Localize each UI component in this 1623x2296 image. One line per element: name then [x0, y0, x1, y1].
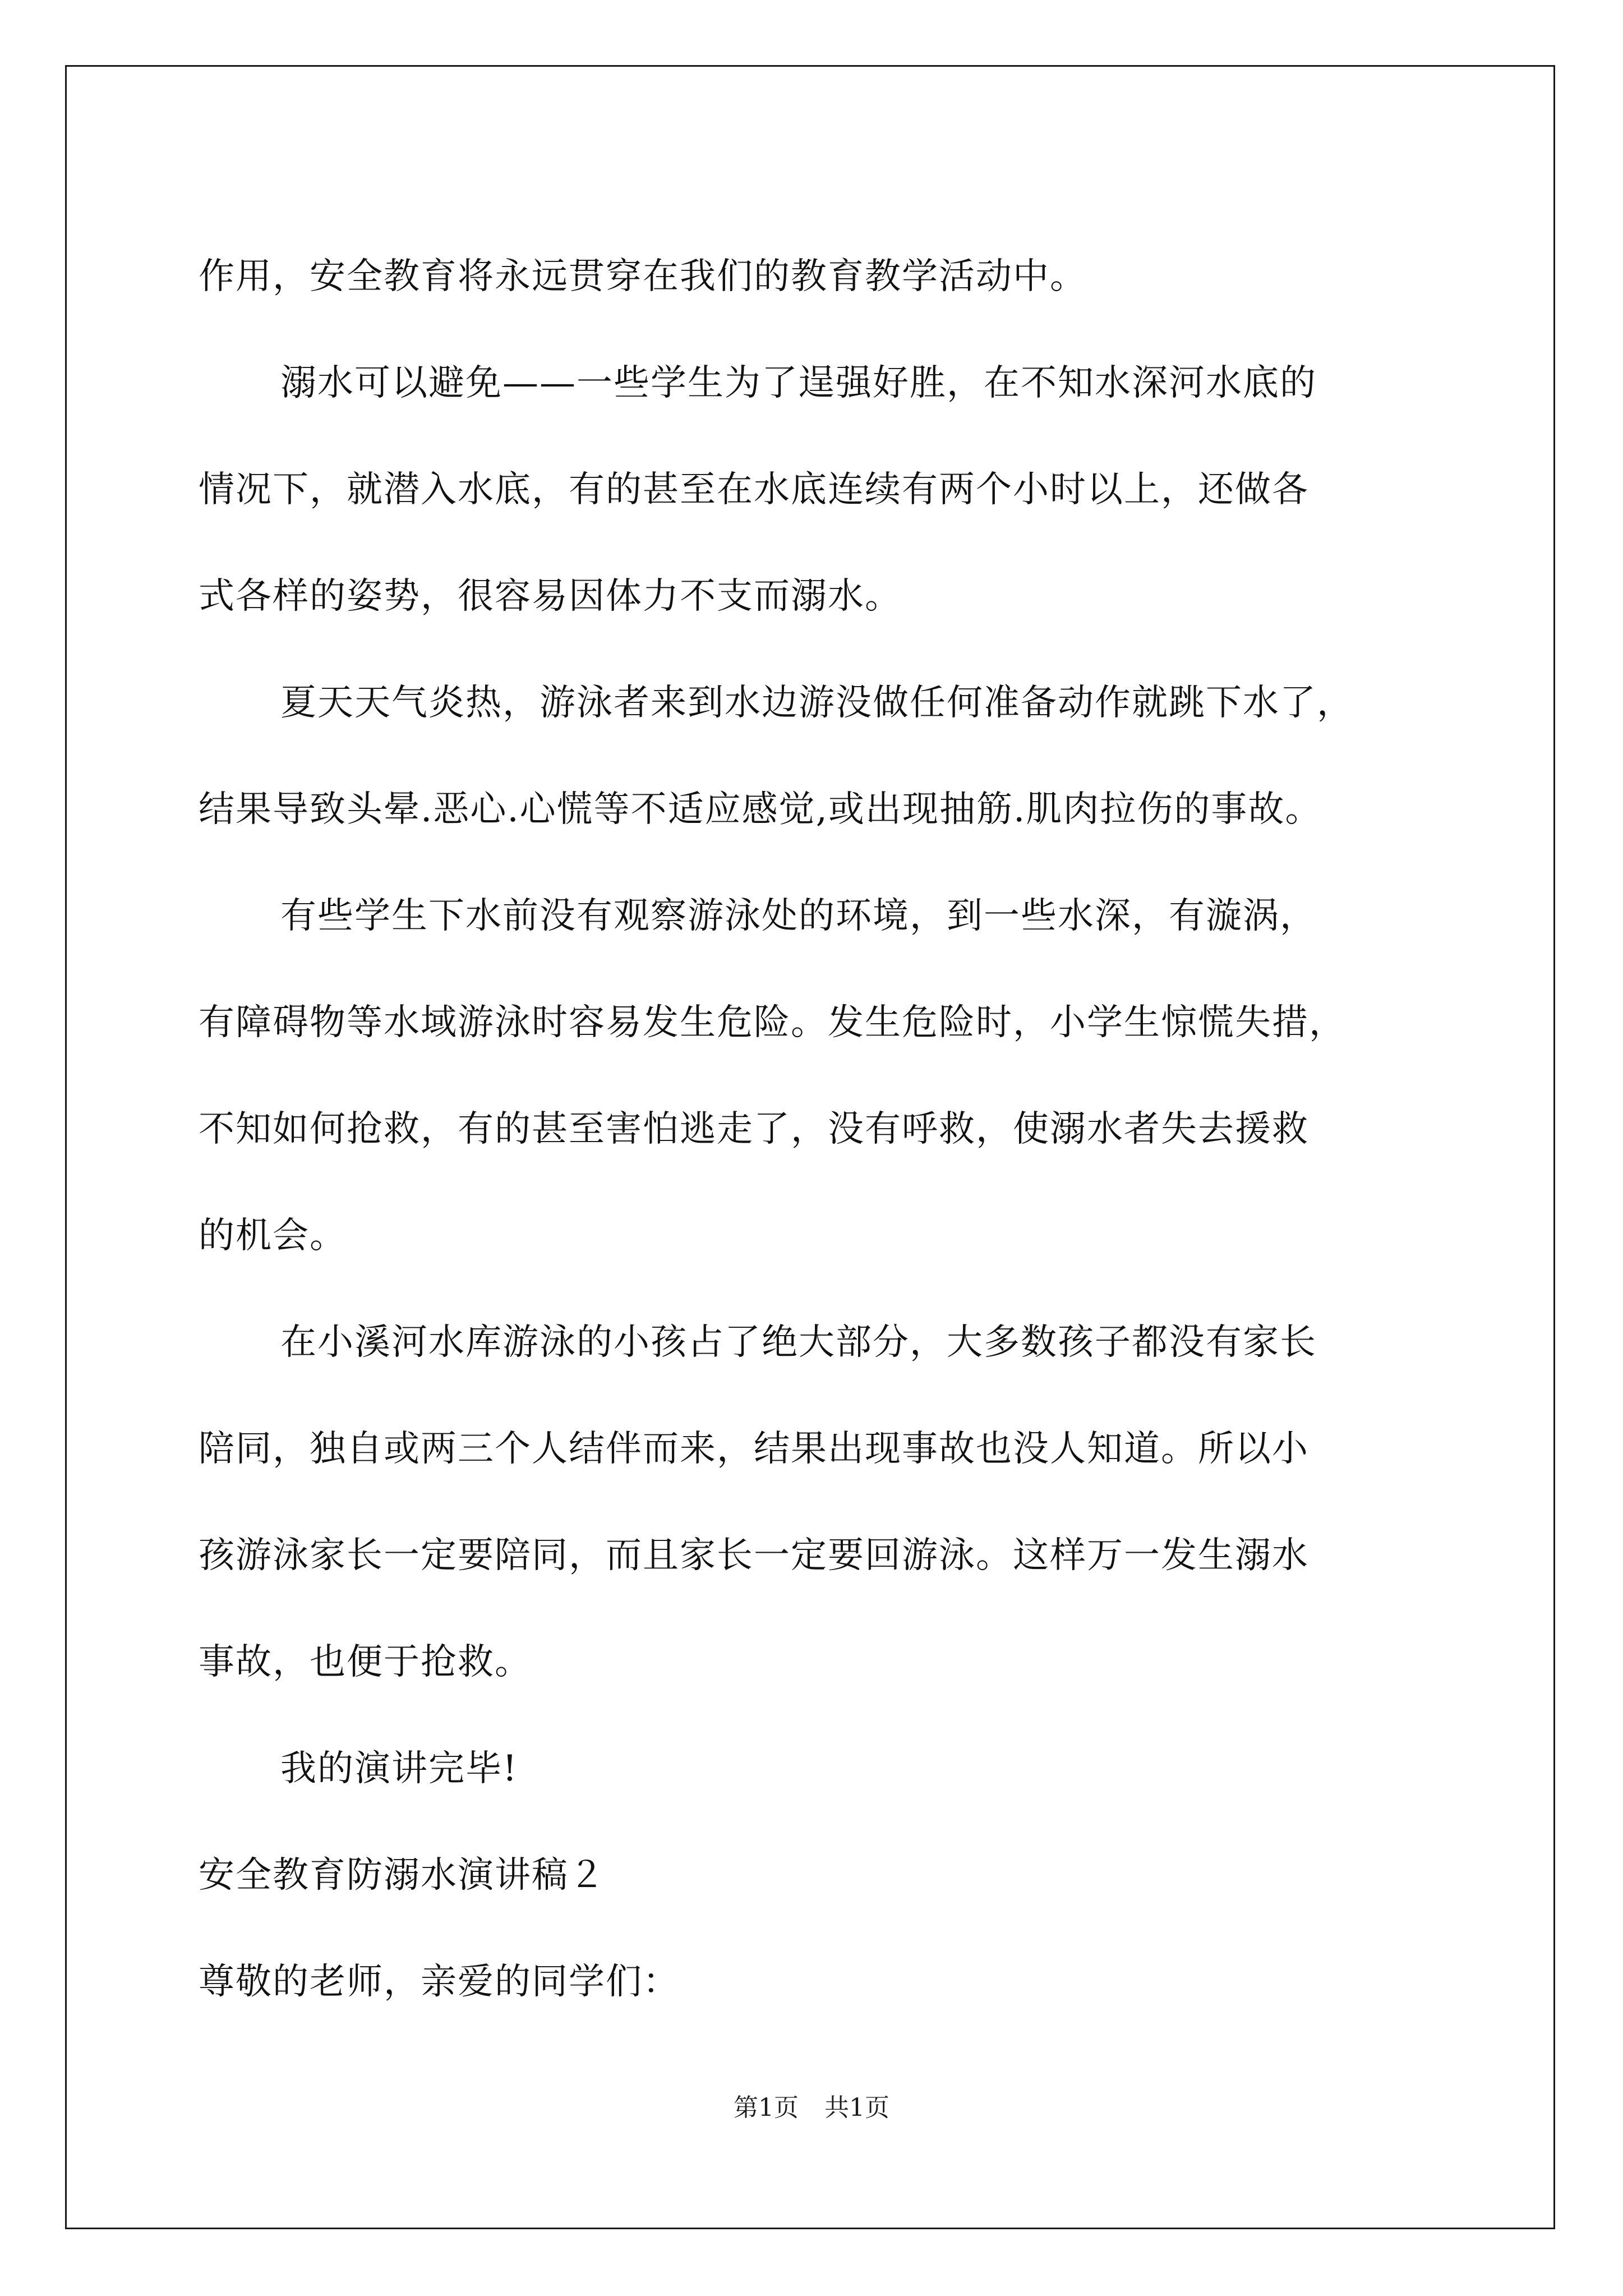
- text-line: 作用，安全教育将永远贯穿在我们的教育教学活动中。: [199, 256, 1087, 297]
- closing-line: 我的演讲完毕!: [280, 1748, 518, 1789]
- text-line: 结果导致头晕.恶心.心慌等不适应感觉,或出现抽筋.肌肉拉伤的事故。: [199, 789, 1322, 830]
- text-line: 孩游泳家长一定要陪同，而且家长一定要回游泳。这样万一发生溺水: [199, 1535, 1309, 1576]
- section-title: 安全教育防溺水演讲稿２: [199, 1855, 606, 1896]
- text-line: 事故，也便于抢救。: [199, 1641, 532, 1683]
- text-line: 不知如何抢救，有的甚至害怕逃走了，没有呼救，使溺水者失去援救: [199, 1108, 1309, 1150]
- text-line: 式各样的姿势，很容易因体力不支而溺水。: [199, 576, 902, 617]
- page-number-current: 第1页: [734, 2093, 799, 2122]
- paragraph-start-line: 有些学生下水前没有观察游泳处的环境，到一些水深，有漩涡，: [280, 895, 1317, 937]
- text-line: 情况下，就潜入水底，有的甚至在水底连续有两个小时以上，还做各: [199, 469, 1309, 510]
- page-footer: [0, 2091, 1623, 2125]
- text-line: 的机会。: [199, 1215, 347, 1257]
- page-number-total: 共1页: [824, 2093, 889, 2122]
- text-line: 有障碍物等水域游泳时容易发生危险。发生危险时，小学生惊慌失措，: [199, 1002, 1346, 1043]
- paragraph-start-line: 在小溪河水库游泳的小孩占了绝大部分，大多数孩子都没有家长: [280, 1322, 1317, 1363]
- paragraph-start-line: 溺水可以避免——一些学生为了逞强好胜，在不知水深河水底的: [280, 362, 1317, 404]
- paragraph-start-line: 夏天天气炎热，游泳者来到水边游没做任何准备动作就跳下水了，: [280, 682, 1354, 724]
- salutation-line: 尊敬的老师，亲爱的同学们：: [199, 1961, 680, 2003]
- text-line: 陪同，独自或两三个人结伴而来，结果出现事故也没人知道。所以小: [199, 1428, 1309, 1470]
- document-body: [199, 223, 1421, 2035]
